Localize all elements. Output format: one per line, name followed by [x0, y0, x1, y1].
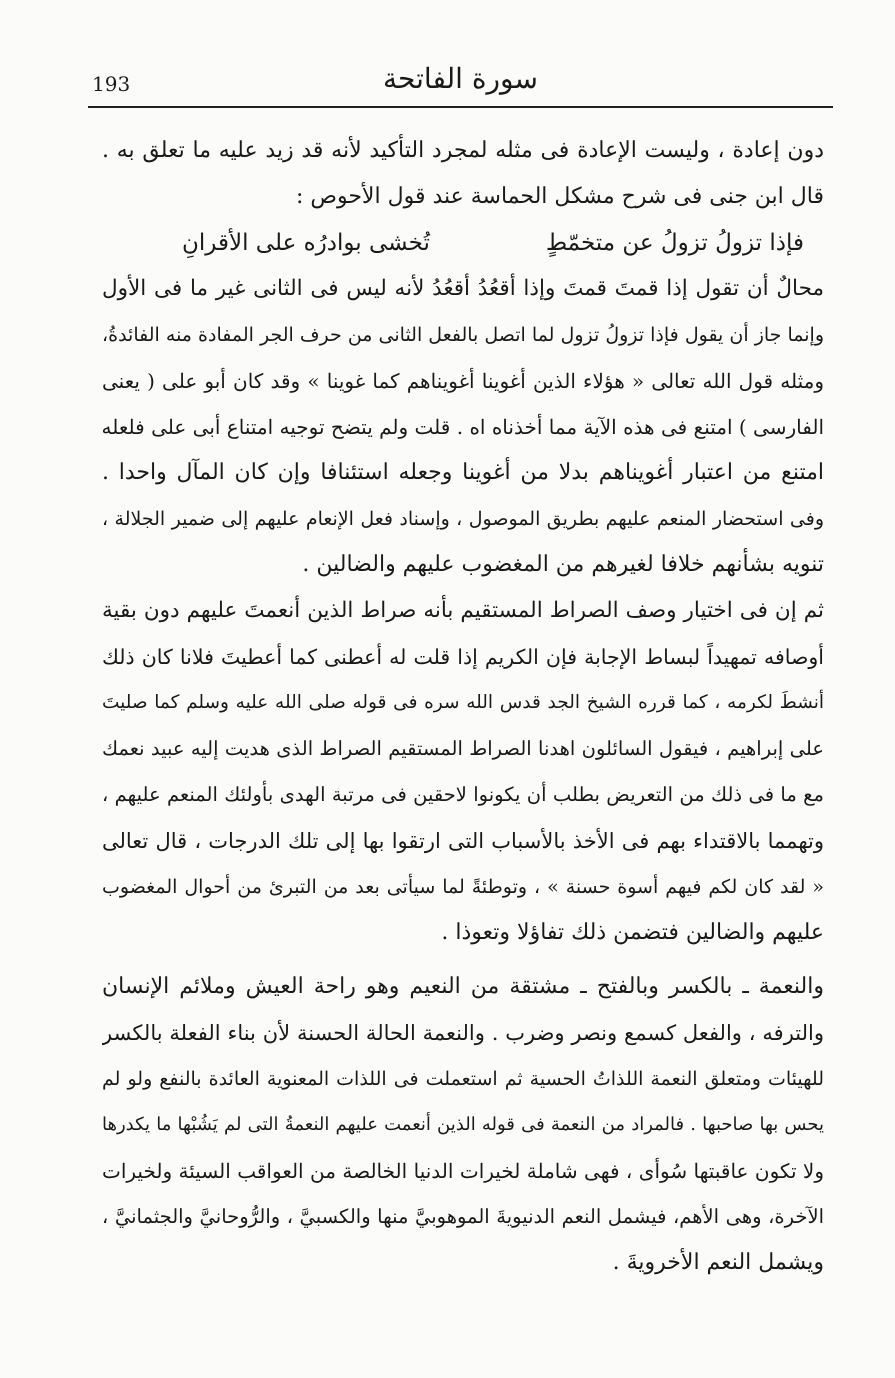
body-text — [102, 128, 824, 1286]
verse-hemistich-1: فإذا تزولُ تزولُ عن متخمّطٍ — [545, 230, 804, 256]
text-line: أوصافه تمهيداً لبساط الإجابة فإن الكريم إذا قلت له أعطنى كما أعطيتَ فلانا كان ذلك — [102, 645, 824, 669]
text-line: والترفه ، والفعل كسمع ونصر وضرب . والنعمة الحالة الحسنة لأن بناء الفعلة بالكسر — [102, 1021, 824, 1045]
text-line: أنشطَ لكرمه ، كما قرره الشيخ الجد قدس الله سره فى قوله صلى الله عليه وسلم كما صليتَ — [102, 692, 824, 713]
text-line: على إبراهيم ، فيقول السائلون اهدنا الصراط المستقيم الصراط الذى هديت إليه عبيد نعمك — [102, 737, 824, 760]
text-line: وإنما جاز أن يقول فإذا تزولُ تزول لما اتصل بالفعل الثانى من حرف الجر المفادة منه الفائدةُ، — [102, 324, 824, 346]
paragraph-gap — [102, 956, 824, 964]
text-line: ومثله قول الله تعالى « هؤلاء الذين أغوينا أغويناهم كما غوينا » وقد كان أبو على ( يعنى — [102, 369, 824, 393]
text-line: ويشمل النعم الأخرويةَ . — [612, 1250, 824, 1275]
text-line: ولا تكون عاقبتها سُوأى ، فهى شاملة لخيرات الدنيا الخالصة من العواقب السيئة ولخيرات — [102, 1159, 824, 1183]
text-line: للهيئات ومتعلق النعمة اللذاتُ الحسية ثم استعملت فى اللذات المعنوية العائدة بالنفع ولو لم — [102, 1068, 824, 1090]
paragraph-3 — [102, 588, 824, 956]
paragraph-4 — [102, 964, 824, 1286]
text-line: قال ابن جنى فى شرح مشكل الحماسة عند قول الأحوص : — [295, 184, 824, 209]
page-header — [88, 60, 833, 102]
text-line: والنعمة ـ بالكسر وبالفتح ـ مشتقة من النعيم وهو راحة العيش وملائم الإنسان — [102, 974, 824, 999]
text-line: دون إعادة ، وليست الإعادة فى مثله لمجرد التأكيد لأنه قد زيد عليه ما تعلق به . — [102, 138, 824, 163]
text-line: الآخرة، وهى الأهم، فيشمل النعم الدنيويةَ الموهوبيَّ منها والكسبيَّ ، والرُّوحانيَّ والجثمانيَّ ، — [102, 1205, 824, 1228]
page-number: 193 — [92, 72, 131, 96]
text-line: الفارسى ) امتنع فى هذه الآية مما أخذناه اه . قلت ولم يتضح توجيه امتناع أبى على فلعله — [102, 415, 824, 439]
header-rule — [88, 106, 833, 108]
text-line: « لقد كان لكم فيهم أسوة حسنة » ، وتوطئةً لما سيأتى بعد من التبرئ من أحوال المغضوب — [102, 876, 824, 898]
text-line: امتنع من اعتبار أغويناهم بدلا من أغوينا وجعله استئنافا وإن كان المآل واحدا . — [102, 460, 824, 485]
paragraph-2 — [102, 266, 824, 588]
text-line: عليهم والضالين فتضمن ذلك تفاؤلا وتعوذا . — [441, 920, 824, 945]
text-line: تنويه بشأنهم خلافا لغيرهم من المغضوب عليهم والضالين . — [302, 552, 824, 577]
text-line: مع ما فى ذلك من التعريض بطلب أن يكونوا لاحقين فى مرتبة الهدى بأولئك المنعم عليهم ، — [102, 783, 824, 806]
text-line: يحس بها صاحبها . فالمراد من النعمة فى قوله الذين أنعمت عليهم النعمةُ التى لم يَشُبْها ما يكدرها — [102, 1114, 824, 1135]
text-line: محالٌ أن تقول إذا قمتَ قمتَ وإذا أقعُدُ أقعُدُ لأنه ليس فى الثانى غير ما فى الأول — [102, 276, 824, 301]
poem-verse — [102, 220, 824, 266]
paragraph-1 — [102, 128, 824, 220]
text-line: وفى استحضار المنعم عليهم بطريق الموصول ، وإسناد فعل الإنعام عليهم إلى ضمير الجلالة ، — [102, 508, 824, 530]
text-line: وتهمما بالاقتداء بهم فى الأخذ بالأسباب التى ارتقوا بها إلى تلك الدرجات ، قال تعالى — [102, 829, 824, 853]
text-line: ثم إن فى اختيار وصف الصراط المستقيم بأنه صراط الذين أنعمتَ عليهم دون بقية — [102, 598, 824, 623]
verse-hemistich-2: تُخشى بوادرُه على الأقرانِ — [182, 230, 430, 256]
running-title: سورة الفاتحة — [383, 62, 538, 95]
